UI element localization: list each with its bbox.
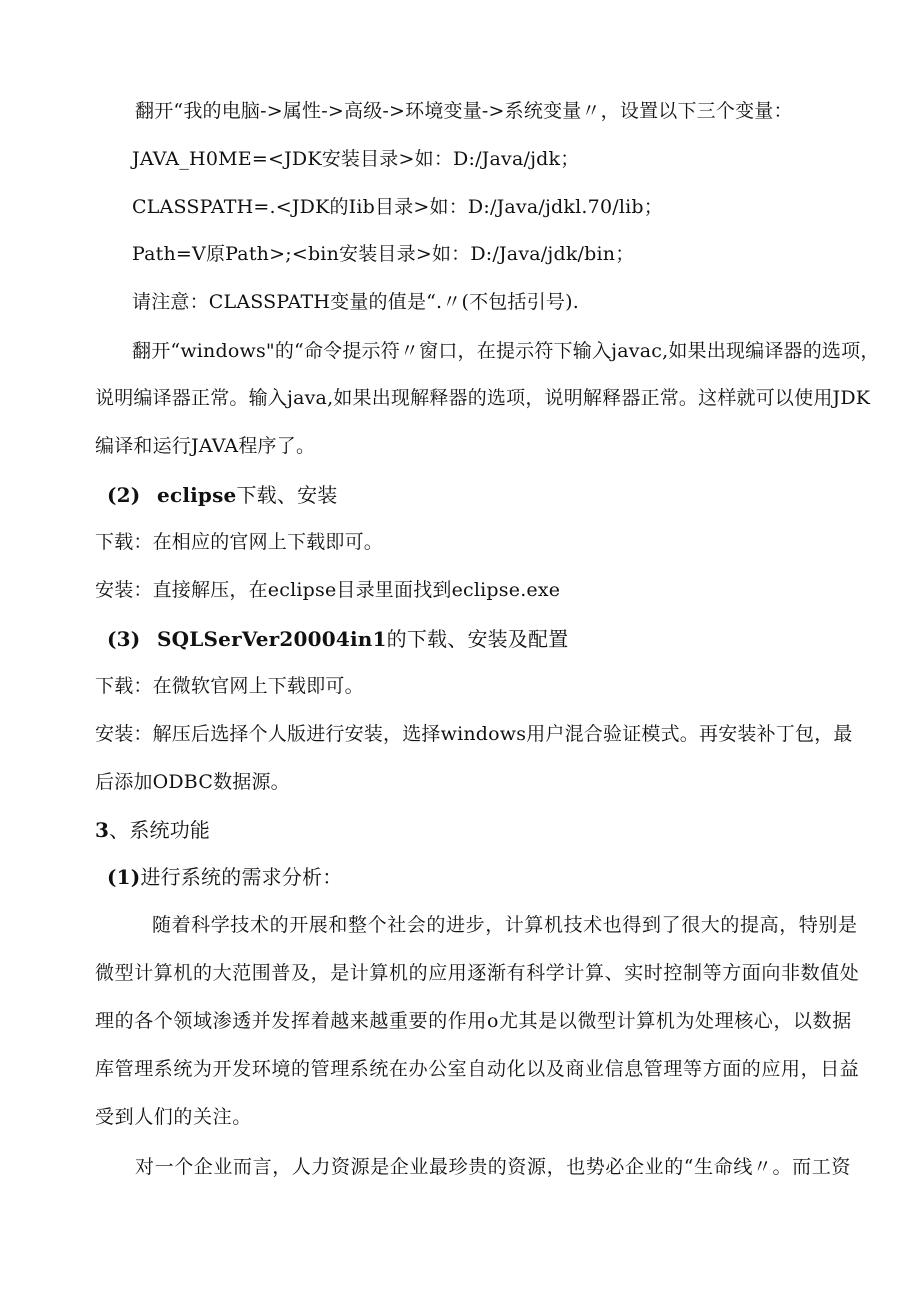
sql-download: 下载：在微软官网上下载即可。 [95,675,364,697]
eclipse-download: 下载：在相应的官网上下载即可。 [95,531,384,553]
analysis-para-line-2: 微型计算机的大范围普及，是计算机的应用逐渐有科学计算、实时控制等方面向非数值处 [95,962,860,984]
analysis-para-line-1: 随着科学技术的开展和整个社会的进步，计算机技术也得到了很大的提高，特别是 [152,914,858,936]
analysis-para-line-3: 理的各个领域渗透并发挥着越来越重要的作用o尤其是以微型计算机为处理核心，以数据 [95,1010,852,1032]
sql-install-line-2: 后添加ODBC数据源。 [95,771,290,793]
analysis-para-line-4: 库管理系统为开发环境的管理系统在办公室自动化以及商业信息管理等方面的应用，日益 [95,1058,860,1080]
sql-heading [107,629,568,649]
cmd-para-line-1: 翻开“windows"的“命令提示符〃窗口，在提示符下输入javac,如果出现编译器的选项， [132,340,880,362]
env-intro: 翻开“我的电脑->属性->高级->环境变量->系统变量〃，设置以下三个变量： [135,100,793,122]
sql-heading-bold: SQLSerVer20004in1 [157,627,387,651]
classpath-note: 请注意：CLASSPATH变量的值是“.〃(不包括引号). [132,291,579,313]
function-heading-number: 3 [95,818,110,842]
eclipse-heading-bold: eclipse [157,483,237,507]
eclipse-heading [107,485,337,505]
eclipse-heading-rest: 下载、安装 [236,483,338,507]
requirements-heading-rest: 进行系统的需求分析： [140,865,343,889]
eclipse-install: 安装：直接解压，在eclipse目录里面找到eclipse.exe [95,579,561,601]
requirements-heading [107,867,342,887]
java-home-line: JAVA_H0ME=<JDK安装目录>如：D:/Java/jdk； [132,148,580,170]
sql-heading-rest: 的下载、安装及配置 [386,627,569,651]
cmd-para-line-2: 说明编译器正常。输入java,如果出现解释器的选项，说明解释器正常。这样就可以使用JDK [95,387,871,409]
sql-heading-number: (3) [107,627,141,651]
analysis-para-line-5: 受到人们的关注。 [95,1106,252,1128]
enterprise-para-line-1: 对一个企业而言，人力资源是企业最珍贵的资源，也势必企业的“生命线〃。而工资 [135,1156,851,1178]
classpath-line: CLASSPATH=.<JDK的Iib目录>如：D:/Java/jdkl.70/lib； [132,196,663,218]
eclipse-heading-number: (2) [107,483,141,507]
requirements-heading-number: (1) [107,865,141,889]
sql-install-line-1: 安装：解压后选择个人版进行安装，选择windows用户混合验证模式。再安装补丁包，最 [95,723,853,745]
function-heading-rest: 、系统功能 [109,818,211,842]
path-line: Path=V原Path>;<bin安装目录>如：D:/Java/jdk/bin； [132,243,635,265]
function-heading [95,820,210,840]
cmd-para-line-3: 编译和运行JAVA程序了。 [95,435,316,457]
